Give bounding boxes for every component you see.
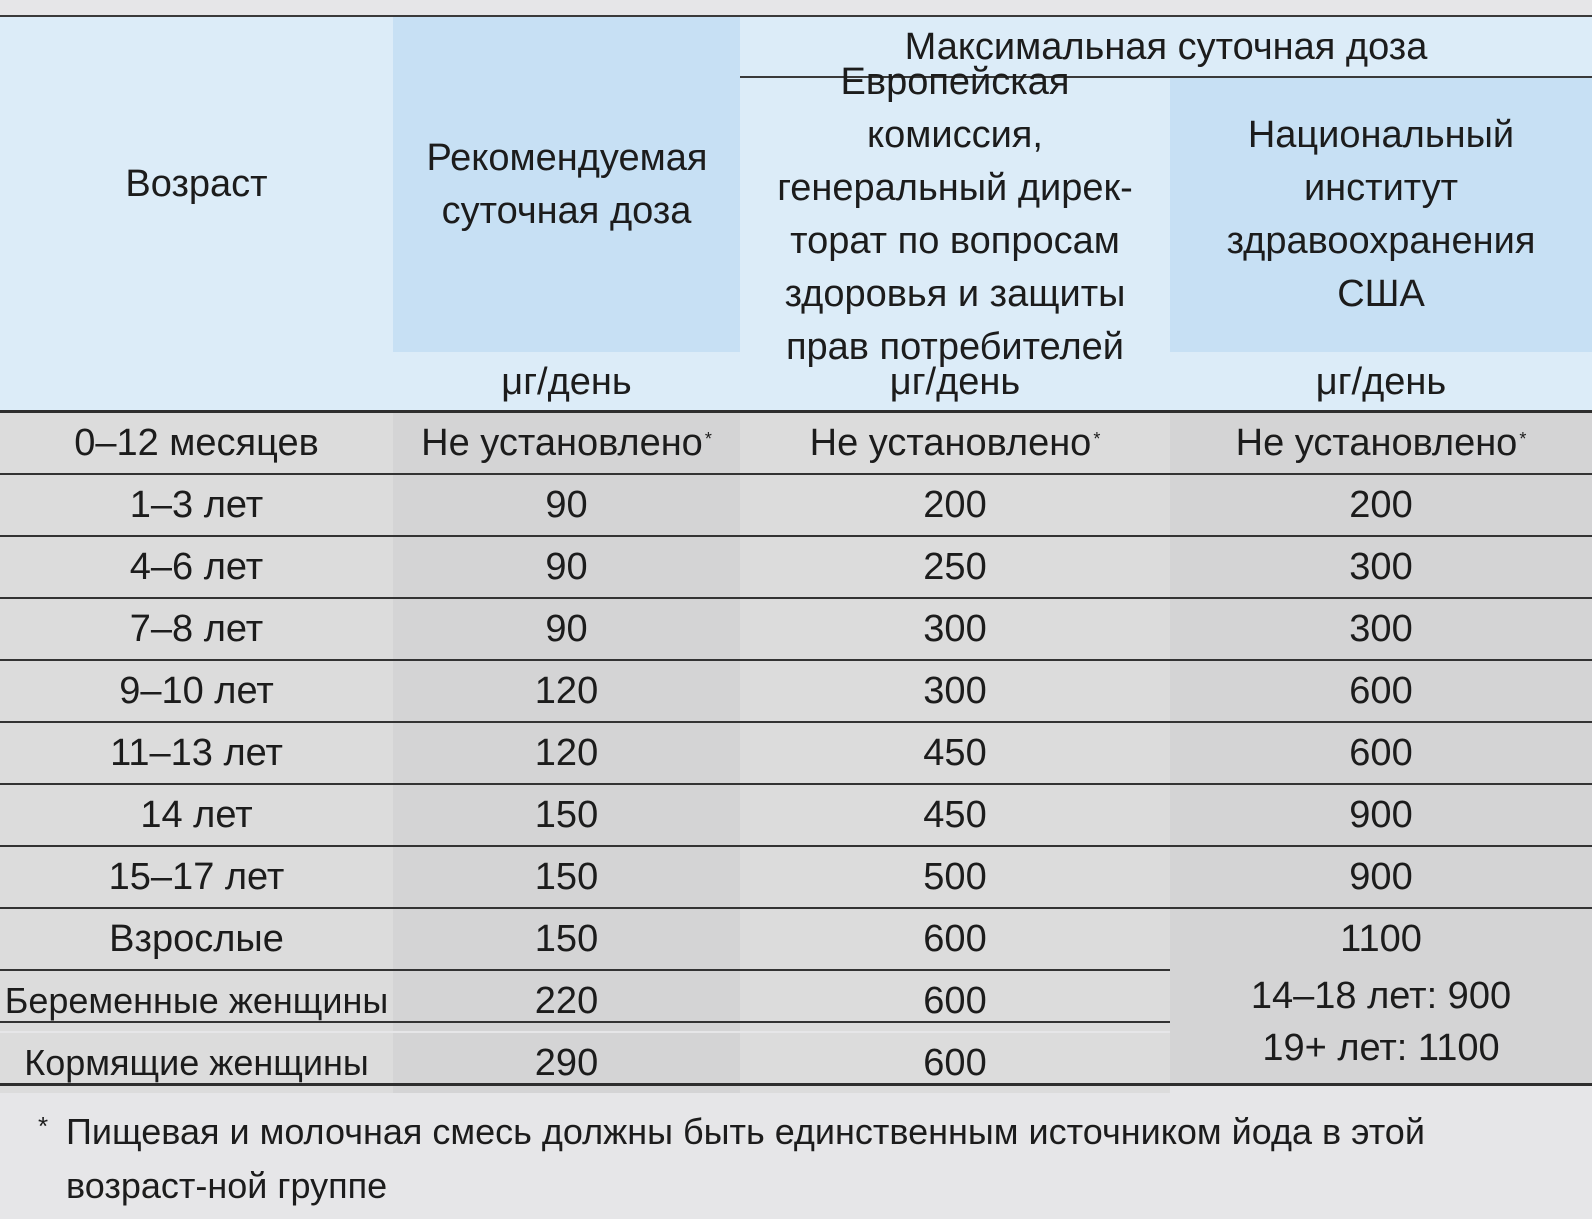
cell-nih: 900 — [1170, 785, 1592, 845]
header-nih — [1170, 78, 1592, 352]
footnote-text: Пищевая и молочная смесь должны быть единственным источником йода в этой возраст-ной группе — [66, 1111, 1425, 1206]
cell-ec: 600 — [740, 971, 1170, 1031]
cell-ec: 600 — [740, 1033, 1170, 1093]
footnote-marker: * — [1519, 428, 1527, 449]
unit-recommended: μг/день — [501, 360, 632, 403]
cell-nih: 1100 — [1170, 909, 1592, 969]
nih-merged-line-2: 19+ лет: 1100 — [1262, 1027, 1500, 1069]
footnote-star: * — [38, 1111, 49, 1141]
cell-age: 14 лет — [0, 785, 393, 845]
table-row — [0, 723, 1592, 785]
header-max-dose: Максимальная суточная доза — [904, 25, 1428, 68]
footnote — [38, 1105, 1558, 1213]
cell-age: 9–10 лет — [0, 661, 393, 721]
cell-ec: 250 — [740, 537, 1170, 597]
cell-nih: 300 — [1170, 599, 1592, 659]
header-nih-label: Национальный институт здравоохранения США — [1226, 114, 1536, 315]
unit-nih: μг/день — [1315, 360, 1447, 403]
cell-nih: 900 — [1170, 847, 1592, 907]
table-row — [0, 413, 1592, 475]
cell-recommended: 90 — [393, 537, 740, 597]
cell-age: 1–3 лет — [0, 475, 393, 535]
footnote-marker: * — [1093, 428, 1101, 449]
cell-recommended: 150 — [393, 785, 740, 845]
header-recommended-label: Рекомендуемая суточная доза — [426, 136, 708, 232]
cell-ec: 200 — [740, 475, 1170, 535]
cell-age: 0–12 месяцев — [0, 413, 393, 473]
cell-ec: 300 — [740, 599, 1170, 659]
header-ec-label: Европейская комиссия, генеральный дирек-торат по вопросам здоровья и защиты прав потребителей — [777, 61, 1133, 368]
header-age: Возраст — [125, 163, 268, 205]
cell-recommended: Не установлено * — [393, 413, 740, 473]
cell-recommended: 90 — [393, 599, 740, 659]
table-row — [0, 847, 1592, 909]
cell-ec: 600 — [740, 909, 1170, 969]
header-european-commission — [740, 61, 1170, 368]
cell-recommended: 90 — [393, 475, 740, 535]
cell-nih: 600 — [1170, 661, 1592, 721]
cell-ec: Не установлено * — [740, 413, 1170, 473]
cell-age: 11–13 лет — [0, 723, 393, 783]
cell-nih: 200 — [1170, 475, 1592, 535]
cell-age: Взрослые — [0, 909, 393, 969]
cell-nih: Не установлено * — [1170, 413, 1592, 473]
table-bottom-rule — [0, 1083, 1592, 1086]
cell-age: Беременные женщины — [0, 971, 393, 1031]
cell-age: 4–6 лет — [0, 537, 393, 597]
footnote-marker: * — [704, 428, 712, 449]
cell-nih: 600 — [1170, 723, 1592, 783]
cell-age: 7–8 лет — [0, 599, 393, 659]
table-body — [0, 413, 1592, 1093]
cell-recommended: 150 — [393, 909, 740, 969]
table-row — [0, 661, 1592, 723]
cell-nih: 300 — [1170, 537, 1592, 597]
table-row — [0, 475, 1592, 537]
table-row — [0, 785, 1592, 847]
cell-age: Кормящие женщины — [0, 1033, 393, 1093]
cell-recommended: 220 — [393, 971, 740, 1031]
cell-recommended: 120 — [393, 723, 740, 783]
cell-ec: 450 — [740, 785, 1170, 845]
cell-recommended: 290 — [393, 1033, 740, 1093]
nih-merged-line-1: 14–18 лет: 900 — [1250, 975, 1512, 1017]
cell-ec: 500 — [740, 847, 1170, 907]
unit-ec: μг/день — [889, 360, 1021, 403]
table-row — [0, 599, 1592, 661]
cell-age: 15–17 лет — [0, 847, 393, 907]
cell-ec: 450 — [740, 723, 1170, 783]
cell-recommended: 120 — [393, 661, 740, 721]
cell-recommended: 150 — [393, 847, 740, 907]
cell-nih-merged — [1170, 961, 1592, 1083]
cell-ec: 300 — [740, 661, 1170, 721]
row-separator — [0, 1021, 1170, 1023]
header-recommended-dose — [393, 17, 740, 352]
table-row — [0, 537, 1592, 599]
